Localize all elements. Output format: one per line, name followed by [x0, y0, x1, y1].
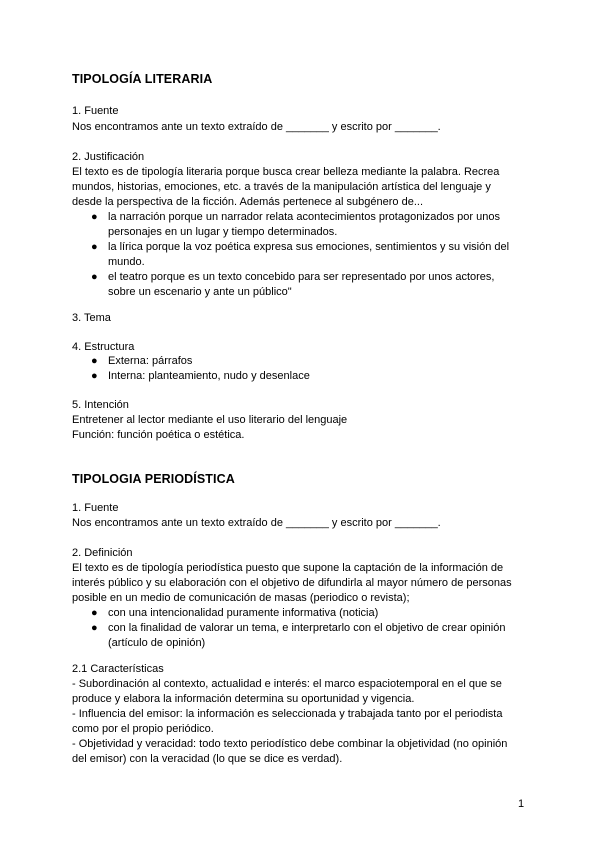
bullet-icon: ●	[91, 211, 98, 223]
list-item-text: Externa: párrafos	[108, 355, 193, 367]
list-item-text: mundo.	[108, 256, 145, 268]
list-item-text: (artículo de opinión)	[108, 637, 206, 649]
bullet-icon: ●	[91, 355, 98, 367]
section-title-periodistica: TIPOLOGIA PERIODÍSTICA	[72, 472, 235, 486]
justificacion-line: El texto es de tipología literaria porque busca crear belleza mediante la palabra. Recrea	[72, 166, 500, 178]
bullet-icon: ●	[91, 241, 98, 253]
list-item-text: Interna: planteamiento, nudo y desenlace	[108, 370, 310, 382]
list-item-text: la narración porque un narrador relata acontecimientos protagonizados por unos	[108, 211, 500, 223]
fuente-heading: 1. Fuente	[72, 502, 119, 514]
definicion-line: interés público y su elaboración con el objetivo de difundirla al mayor número de personas	[72, 577, 512, 589]
justificacion-heading: 2. Justificación	[72, 151, 145, 163]
funcion-text: Función: función poética o estética.	[72, 429, 245, 441]
estructura-heading: 4. Estructura	[72, 341, 135, 353]
bullet-icon: ●	[91, 370, 98, 382]
caracteristicas-line: como por el propio periódico.	[72, 723, 214, 735]
definicion-line: posible en un medio de comunicación de masas (periodico o revista);	[72, 592, 410, 604]
caracteristicas-line: produce y elabora la información determina su oportunidad y vigencia.	[72, 693, 415, 705]
caracteristicas-line: del emisor) con la veracidad (lo que se dice es verdad).	[72, 753, 343, 765]
list-item-text: con una intencionalidad puramente informativa (noticia)	[108, 607, 379, 619]
bullet-icon: ●	[91, 607, 98, 619]
page-number: 1	[518, 798, 525, 810]
definicion-heading: 2. Definición	[72, 547, 133, 559]
intencion-heading: 5. Intención	[72, 399, 129, 411]
caracteristicas-line: - Influencia del emisor: la información es seleccionada y trabajada tanto por el periodista	[72, 708, 503, 720]
definicion-line: El texto es de tipología periodística puesto que supone la captación de la información de	[72, 562, 504, 574]
fuente-text: Nos encontramos ante un texto extraído de _______ y escrito por _______.	[72, 121, 441, 133]
list-item-text: la lírica porque la voz poética expresa sus emociones, sentimientos y su visión del	[108, 241, 510, 253]
caracteristicas-line: - Subordinación al contexto, actualidad e interés: el marco espaciotemporal en el que se	[72, 678, 502, 690]
intencion-text: Entretener al lector mediante el uso literario del lenguaje	[72, 414, 348, 426]
caracteristicas-heading: 2.1 Características	[72, 663, 164, 675]
fuente-heading: 1. Fuente	[72, 105, 119, 117]
fuente-text: Nos encontramos ante un texto extraído de _______ y escrito por _______.	[72, 517, 441, 529]
justificacion-line: mundos, historias, emociones, etc. a través de la manipulación artística del lenguaje y	[72, 181, 491, 193]
section-title-literaria: TIPOLOGÍA LITERARIA	[72, 72, 213, 86]
list-item-text: personajes en un lugar y tiempo determinados.	[108, 226, 338, 238]
justificacion-line: desde la perspectiva de la ficción. Además pertenece al subgénero de...	[72, 196, 424, 208]
bullet-icon: ●	[91, 622, 98, 634]
tema-heading: 3. Tema	[72, 312, 111, 324]
list-item-text: sobre un escenario y ante un público"	[108, 286, 292, 298]
bullet-icon: ●	[91, 271, 98, 283]
list-item-text: con la finalidad de valorar un tema, e interpretarlo con el objetivo de crear opinión	[108, 622, 506, 634]
caracteristicas-line: - Objetividad y veracidad: todo texto periodístico debe combinar la objetividad (no opinión	[72, 738, 508, 750]
list-item-text: el teatro porque es un texto concebido para ser representado por unos actores,	[108, 271, 495, 283]
